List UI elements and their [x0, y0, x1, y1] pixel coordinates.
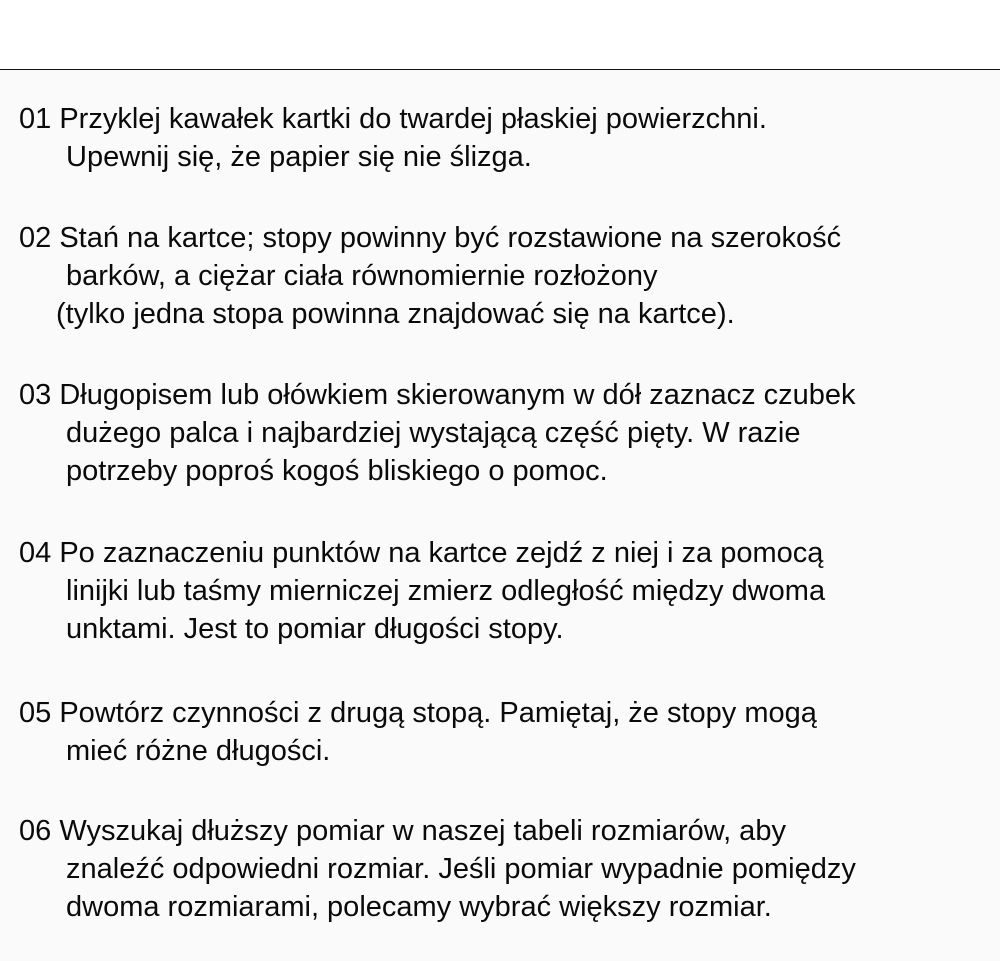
- step-01: [19, 100, 994, 176]
- step-text-line: mieć różne długości.: [66, 735, 331, 767]
- step-text-line: Po zaznaczeniu punktów na kartce zejdź z niej i za pomocą: [59, 537, 824, 569]
- step-text-line: Wyszukaj dłuższy pomiar w naszej tabeli rozmiarów, aby: [59, 815, 786, 847]
- step-text-line: Powtórz czynności z drugą stopą. Pamiętaj, że stopy mogą: [59, 697, 817, 729]
- step-number: 02: [19, 222, 52, 254]
- step-text-line: Przyklej kawałek kartki do twardej płaskiej powierzchni.: [59, 103, 767, 135]
- step-text-line: Długopisem lub ołówkiem skierowanym w dół zaznacz czubek: [59, 379, 856, 411]
- step-text-line: Upewnij się, że papier się nie ślizga.: [66, 141, 532, 173]
- step-06: [19, 812, 994, 926]
- step-number: 03: [19, 379, 52, 411]
- step-text-line: unktami. Jest to pomiar długości stopy.: [66, 613, 564, 645]
- step-04: [19, 534, 994, 648]
- step-number: 01: [19, 103, 52, 135]
- step-number: 04: [19, 537, 52, 569]
- step-text-line: barków, a ciężar ciała równomiernie rozłożony: [66, 260, 658, 292]
- step-text-line: Stań na kartce; stopy powinny być rozstawione na szerokość: [59, 222, 842, 254]
- step-02: [19, 219, 994, 333]
- step-03: [19, 376, 994, 490]
- step-number: 06: [19, 815, 52, 847]
- step-text-line: linijki lub taśmy mierniczej zmierz odległość między dwoma: [66, 575, 826, 607]
- step-number: 05: [19, 697, 52, 729]
- step-text-line: (tylko jedna stopa powinna znajdować się na kartce).: [56, 298, 735, 330]
- step-text-line: dwoma rozmiarami, polecamy wybrać większy rozmiar.: [66, 891, 772, 923]
- step-text-line: potrzeby poproś kogoś bliskiego o pomoc.: [66, 455, 608, 487]
- step-text-line: znaleźć odpowiedni rozmiar. Jeśli pomiar wypadnie pomiędzy: [66, 853, 856, 885]
- step-text-line: dużego palca i najbardziej wystającą część pięty. W razie: [66, 417, 801, 449]
- step-05: [19, 694, 994, 770]
